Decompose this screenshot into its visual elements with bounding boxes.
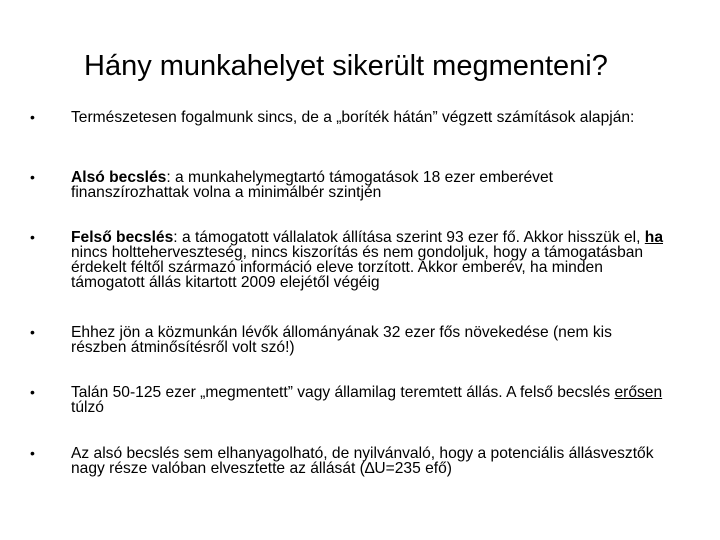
- bullet-text: [71, 385, 671, 415]
- bullet-point: •: [30, 384, 35, 400]
- bullet-text: [71, 170, 671, 200]
- bullet-text-body: : a munkahelymegtartó támogatások 18 ezer emberévet finanszírozhattak volna a minimálbér szintjén: [71, 169, 553, 201]
- bullet-text-body-continued: nincs holtteherveszteség, nincs kiszorítás és nem gondoljuk, hogy a támogatásban érdekelt féltől származó információ eleve torzított. Akkor emberév, ha minden támogatott állás kitartott 2009 elejétől végéig: [71, 244, 644, 291]
- bullet-bold-lead: Alsó becslés: [71, 169, 167, 186]
- underlined-word: erősen: [614, 384, 663, 401]
- slide-title: Hány munkahelyet sikerült megmenteni?: [84, 50, 608, 82]
- bullet-text-body-continued: túlzó: [71, 399, 104, 416]
- bullet-point: •: [30, 229, 35, 245]
- underlined-word: ha: [644, 229, 663, 246]
- bullet-point: •: [30, 324, 35, 340]
- bullet-point: •: [30, 445, 35, 461]
- bullet-bold-lead: Felső becslés: [71, 229, 174, 246]
- bullet-text-body: Természetesen fogalmunk sincs, de a „boríték hátán” végzett számítások alapján:: [71, 109, 635, 126]
- bullet-text-body: Ehhez jön a közmunkán lévők állományának 32 ezer fős növekedése (nem kis részben átminősítésről volt szó!): [71, 324, 612, 356]
- bullet-point: •: [30, 109, 35, 125]
- bullet-text-body: Talán 50-125 ezer „megmentett” vagy államilag teremtett állás. A felső becslés: [71, 384, 615, 401]
- bullet-text: [71, 446, 671, 476]
- bullet-text-body: : a támogatott vállalatok állítása szerint 93 ezer fő. Akkor hisszük el,: [173, 229, 645, 246]
- bullet-point: •: [30, 169, 35, 185]
- bullet-text: [71, 325, 671, 355]
- bullet-text: [71, 110, 671, 125]
- bullet-text-body: Az alsó becslés sem elhanyagolható, de nyilvánvaló, hogy a potenciális állásvesztők nagy része valóban elvesztette az állását (∆U=235 efő): [71, 445, 654, 477]
- bullet-text: [71, 230, 671, 290]
